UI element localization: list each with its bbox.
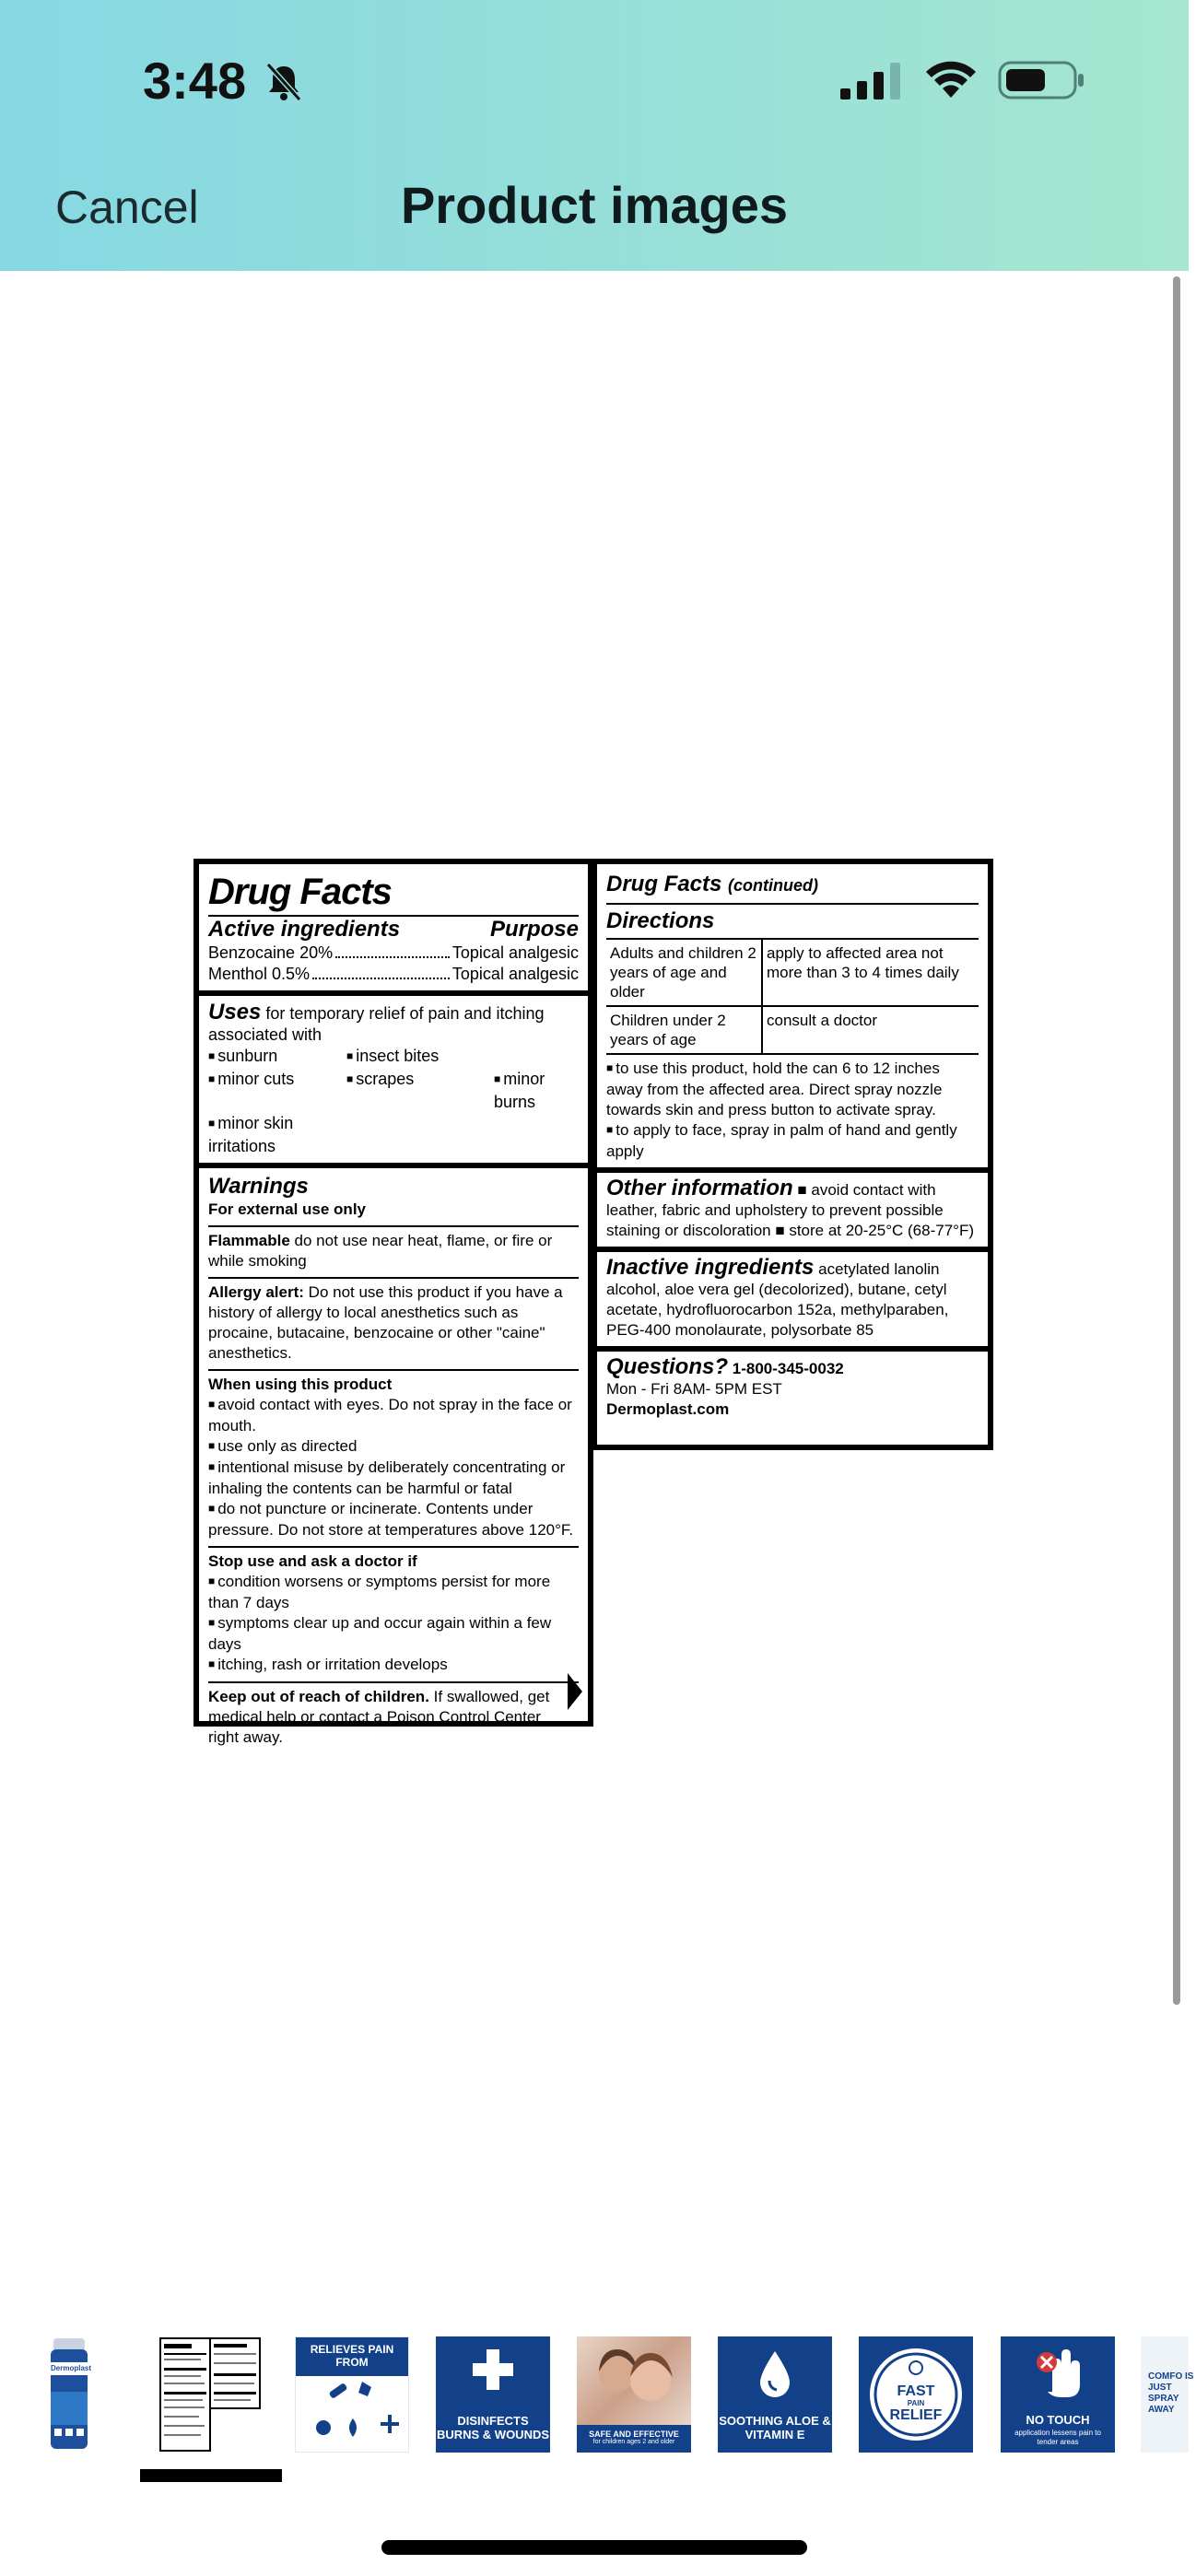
active-heading: Active ingredients xyxy=(208,917,401,942)
drug-facts-left-panel xyxy=(193,859,593,1746)
inactive-section xyxy=(597,1247,988,1341)
use-item: ■ insect bites xyxy=(346,1046,494,1069)
continued-title xyxy=(606,872,979,905)
flammable-text: do not use near heat, flame, or fire or while smoking xyxy=(208,1232,553,1270)
directions-item: ■ to use this product, hold the can 6 to 12 inches away from the affected area. Direct spray nozzle towards skin and press button to activate spray. xyxy=(606,1059,979,1120)
directions-list xyxy=(606,1059,979,1162)
thumbnail-product-can[interactable] xyxy=(37,2336,101,2453)
active-name: Menthol 0.5% xyxy=(208,965,311,983)
directions-what: consult a doctor xyxy=(763,1007,979,1055)
uses-heading: Uses xyxy=(208,1000,262,1025)
stop-use-block xyxy=(208,1546,579,1676)
safe-banner xyxy=(577,2425,691,2453)
use-item: ■ sunburn xyxy=(208,1046,346,1069)
selected-thumbnail-indicator xyxy=(140,2469,282,2482)
active-row xyxy=(208,943,579,964)
when-using-item: ■ intentional misuse by deliberately concentrating or inhaling the contents can be harmful or fatal xyxy=(208,1458,579,1499)
wifi-icon xyxy=(923,55,979,100)
directions-what: apply to affected area not more than 3 to 4 times daily xyxy=(763,940,979,1007)
allergy-label: Allergy alert: xyxy=(208,1283,304,1301)
when-using-heading: When using this product xyxy=(208,1376,393,1393)
droplet-icon xyxy=(718,2336,832,2410)
other-info-heading: Other information xyxy=(606,1176,793,1200)
questions-section xyxy=(597,1346,988,1420)
allergy-text: Do not use this product if you have a history of allergy to local anesthetics such as procaine, butacaine, benzocaine or other "caine" anesthetics. xyxy=(208,1283,563,1362)
thumbnail-brand: Dermoplast xyxy=(51,2364,92,2372)
questions-site: Dermoplast.com xyxy=(606,1400,730,1418)
inactive-text: acetylated lanolin alcohol, aloe vera gel (decolorized), butane, cetyl acetate, hydrofluorocarbon 152a, methylparaben, PEG-400 monolaurate, polysorbate 85 xyxy=(606,1260,949,1339)
bell-muted-icon xyxy=(263,61,305,103)
flammable-label: Flammable xyxy=(208,1232,290,1249)
thumbnail-fast-relief[interactable] xyxy=(859,2336,973,2453)
stop-use-item: ■ symptoms clear up and occur again within a few days xyxy=(208,1613,579,1655)
thumbnail-soothing-aloe[interactable] xyxy=(718,2336,832,2453)
page-title: Product images xyxy=(400,176,789,234)
warnings-heading: Warnings xyxy=(208,1174,309,1199)
active-name: Benzocaine 20% xyxy=(208,943,334,962)
thumbnail-partial[interactable] xyxy=(1141,2336,1194,2453)
uses-section xyxy=(199,990,588,1157)
cancel-button[interactable]: Cancel xyxy=(55,181,199,233)
plus-icon xyxy=(436,2336,550,2401)
when-using-block xyxy=(208,1369,579,1540)
partial-caption: COMFO IS JUST SPRAY AWAY xyxy=(1148,2371,1194,2415)
safe-caption: SAFE AND EFFECTIVE xyxy=(589,2430,679,2439)
directions-table xyxy=(606,938,979,1055)
drug-facts-right-panel xyxy=(592,859,993,1450)
uses-intro: for temporary relief of pain and itching associated with xyxy=(208,1004,545,1044)
use-item: ■ minor skin irritations xyxy=(208,1113,346,1157)
fast-bottom: RELIEF xyxy=(889,2407,943,2423)
uses-list xyxy=(208,1046,579,1157)
directions-item: ■ to apply to face, spray in palm of hand and gently apply xyxy=(606,1120,979,1162)
battery-icon xyxy=(998,59,1086,101)
when-using-item: ■ avoid contact with eyes. Do not spray in the face or mouth. xyxy=(208,1395,579,1436)
stop-use-item: ■ condition worsens or symptoms persist for more than 7 days xyxy=(208,1572,579,1613)
thumbnail-disinfects[interactable] xyxy=(436,2336,550,2453)
product-image-drug-facts[interactable] xyxy=(193,859,993,1746)
continued-title-text: Drug Facts xyxy=(606,872,722,896)
directions-who: Children under 2 years of age xyxy=(606,1007,763,1055)
other-info-section: Other information ■ avoid contact with leather, fabric and upholstery to prevent possible staining or discoloration ■ store at 20-25°C (68-77°F) xyxy=(597,1167,988,1241)
when-using-item: ■ do not puncture or incinerate. Contents under pressure. Do not store at temperatures above 120°F. xyxy=(208,1499,579,1540)
thumbnail-strip[interactable] xyxy=(0,2336,1194,2456)
other-info-text: avoid contact with leather, fabric and upholstery to prevent possible staining or discoloration ■ store at 20-25°C (68-77°F) xyxy=(606,1181,974,1239)
thumbnail-relieves-pain[interactable] xyxy=(295,2336,409,2453)
soothing-caption: SOOTHING ALOE & VITAMIN E xyxy=(719,2414,831,2441)
external-use-note: For external use only xyxy=(208,1200,366,1218)
keep-out-warning xyxy=(208,1681,579,1748)
use-item: ■ scrapes xyxy=(346,1069,494,1113)
disinfects-caption: DISINFECTS BURNS & WOUNDS xyxy=(436,2414,550,2441)
home-indicator[interactable] xyxy=(381,2540,807,2555)
allergy-warning xyxy=(208,1277,579,1364)
active-row xyxy=(208,964,579,985)
fast-mid: PAIN xyxy=(907,2399,925,2407)
fast-relief-text xyxy=(859,2384,973,2423)
drug-facts-title: Drug Facts xyxy=(208,872,579,917)
vertical-scrollbar[interactable] xyxy=(1173,276,1180,2005)
directions-who: Adults and children 2 years of age and older xyxy=(606,940,763,1007)
thumbnail-drug-facts[interactable] xyxy=(158,2336,264,2453)
cellular-signal-icon xyxy=(840,63,903,100)
warnings-section xyxy=(199,1163,588,1748)
safe-subcaption: for children ages 2 and older xyxy=(592,2439,675,2445)
questions-phone: 1-800-345-0032 xyxy=(732,1360,844,1377)
questions-hours: Mon - Fri 8AM- 5PM EST xyxy=(606,1380,782,1398)
pain-types-icons xyxy=(296,2376,410,2453)
use-item: ■ minor burns xyxy=(494,1069,586,1113)
use-item: ■ minor cuts xyxy=(208,1069,346,1113)
fast-top: FAST xyxy=(897,2383,935,2399)
continue-arrow-icon xyxy=(568,1673,582,1710)
spray-can-icon xyxy=(37,2336,101,2453)
active-ingredients-header xyxy=(208,917,579,943)
questions-heading: Questions? xyxy=(606,1354,729,1379)
status-time: 3:48 xyxy=(143,52,247,110)
keep-out-text: If swallowed, get medical help or contact a Poison Control Center right away. xyxy=(208,1688,550,1746)
thumbnail-family-photo[interactable] xyxy=(577,2336,691,2453)
stop-use-item: ■ itching, rash or irritation develops xyxy=(208,1655,579,1676)
thumbnail-no-touch[interactable] xyxy=(1001,2336,1115,2453)
keep-out-label: Keep out of reach of children. xyxy=(208,1688,429,1705)
active-purpose: Topical analgesic xyxy=(451,965,579,983)
hand-icon xyxy=(1001,2336,1115,2401)
directions-heading: Directions xyxy=(606,908,715,933)
continued-suffix: (continued) xyxy=(728,876,819,895)
purpose-heading: Purpose xyxy=(489,917,579,942)
parent-child-image xyxy=(577,2336,691,2425)
stop-use-heading: Stop use and ask a doctor if xyxy=(208,1552,417,1570)
active-purpose: Topical analgesic xyxy=(451,943,579,962)
relieves-caption: RELIEVES PAIN FROM xyxy=(296,2337,408,2376)
top-header xyxy=(0,0,1189,271)
no-touch-subcaption: application lessens pain to tender areas xyxy=(1014,2429,1101,2446)
inactive-heading: Inactive ingredients xyxy=(606,1255,815,1280)
no-touch-caption: NO TOUCH xyxy=(1026,2413,1090,2427)
drug-facts-thumb-icon xyxy=(158,2336,264,2453)
when-using-item: ■ use only as directed xyxy=(208,1436,579,1458)
flammable-warning xyxy=(208,1225,579,1271)
